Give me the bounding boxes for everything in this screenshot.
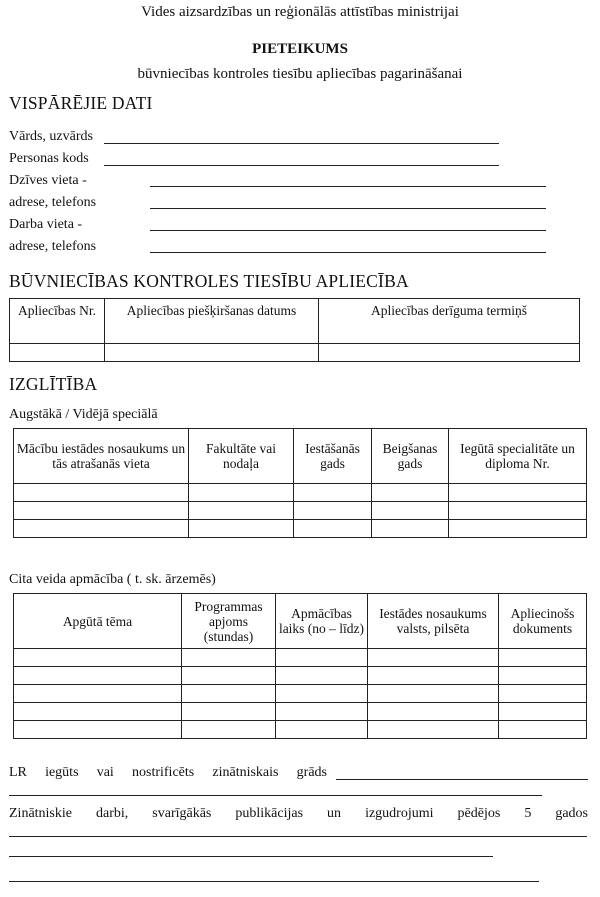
table-row <box>14 649 587 667</box>
scientific-works-label: Zinātniskie darbi, svarīgākās publikācijas un izgudrojumi pēdējos 5 gados <box>9 806 588 821</box>
table-cell[interactable] <box>14 685 182 703</box>
table-cell[interactable] <box>294 484 372 502</box>
table-cell[interactable] <box>449 520 587 538</box>
table-cell[interactable] <box>499 721 587 739</box>
education-heading: IZGLĪTĪBA <box>9 374 98 394</box>
table-cell[interactable] <box>372 484 449 502</box>
col-faculty: Fakultāte vai nodaļa <box>189 429 294 484</box>
table-row <box>10 344 580 362</box>
name-label: Vārds, uzvārds <box>9 129 93 144</box>
col-training-period: Apmācības laiks (no – līdz) <box>276 594 368 649</box>
personal-code-label: Personas kods <box>9 151 89 166</box>
table-cell[interactable] <box>372 502 449 520</box>
document-subtitle: būvniecības kontroles tiesību apliecības pagarināšanai <box>137 66 463 82</box>
other-training-label: Cita veida apmācība ( t. sk. ārzemēs) <box>9 572 216 587</box>
col-certifying-document: Apliecinošs dokuments <box>499 594 587 649</box>
scientific-works-field-line3[interactable] <box>9 881 539 882</box>
table-cell[interactable] <box>368 703 499 721</box>
general-data-heading: VISPĀRĒJIE DATI <box>9 93 153 113</box>
residence-label-line1: Dzīves vieta - <box>9 173 87 188</box>
table-cell[interactable] <box>368 667 499 685</box>
scientific-degree-field-line2[interactable] <box>9 795 542 796</box>
table-row <box>14 685 587 703</box>
residence-label-line2: adrese, telefons <box>9 195 97 210</box>
certificate-heading: BŪVNIECĪBAS KONTROLES TIESĪBU APLIECĪBA <box>9 271 409 291</box>
scientific-degree-field[interactable] <box>336 779 588 780</box>
table-cell[interactable] <box>499 703 587 721</box>
table-cell[interactable] <box>10 344 105 362</box>
table-cell[interactable] <box>14 703 182 721</box>
other-training-table <box>13 593 587 739</box>
work-field-line1[interactable] <box>150 230 546 231</box>
higher-education-table <box>13 428 587 538</box>
table-cell[interactable] <box>189 484 294 502</box>
table-cell[interactable] <box>14 502 189 520</box>
table-cell[interactable] <box>368 649 499 667</box>
table-cell[interactable] <box>499 685 587 703</box>
work-label-line1: Darba vieta - <box>9 217 83 232</box>
table-cell[interactable] <box>14 721 182 739</box>
table-cell[interactable] <box>182 667 276 685</box>
col-entry-year: Iestāšanās gads <box>294 429 372 484</box>
addressee: Vides aizsardzības un reģionālās attīstības ministrijai <box>141 4 459 20</box>
col-specialty-diploma: Iegūtā specialitāte un diploma Nr. <box>449 429 587 484</box>
col-graduation-year: Beigšanas gads <box>372 429 449 484</box>
col-validity-term: Apliecības derīguma termiņš <box>319 299 580 344</box>
scientific-degree-label: LR iegūts vai nostrificēts zinātniskais grāds <box>9 765 327 780</box>
certificate-table <box>9 298 580 362</box>
table-cell[interactable] <box>14 667 182 685</box>
table-cell[interactable] <box>449 502 587 520</box>
table-cell[interactable] <box>189 520 294 538</box>
table-cell[interactable] <box>294 502 372 520</box>
table-cell[interactable] <box>449 484 587 502</box>
table-row <box>14 502 587 520</box>
col-institution-location: Iestādes nosaukums valsts, pilsēta <box>368 594 499 649</box>
table-cell[interactable] <box>182 703 276 721</box>
table-cell[interactable] <box>276 721 368 739</box>
table-row <box>14 721 587 739</box>
table-cell[interactable] <box>14 520 189 538</box>
table-cell[interactable] <box>294 520 372 538</box>
col-topic: Apgūtā tēma <box>14 594 182 649</box>
table-row <box>14 667 587 685</box>
work-label-line2: adrese, telefons <box>9 239 97 254</box>
name-field[interactable] <box>104 143 499 144</box>
col-certificate-number: Apliecības Nr. <box>10 299 105 344</box>
table-row <box>14 484 587 502</box>
table-cell[interactable] <box>182 721 276 739</box>
table-cell[interactable] <box>276 649 368 667</box>
table-cell[interactable] <box>276 703 368 721</box>
work-field-line2[interactable] <box>150 252 546 253</box>
table-cell[interactable] <box>182 649 276 667</box>
table-cell[interactable] <box>182 685 276 703</box>
scientific-works-field-line1[interactable] <box>9 836 587 837</box>
scientific-works-field-line2[interactable] <box>9 856 493 857</box>
table-cell[interactable] <box>105 344 319 362</box>
table-row <box>14 703 587 721</box>
table-cell[interactable] <box>368 721 499 739</box>
col-issue-date: Apliecības piešķiršanas datums <box>105 299 319 344</box>
table-cell[interactable] <box>499 649 587 667</box>
table-cell[interactable] <box>499 667 587 685</box>
residence-field-line2[interactable] <box>150 208 546 209</box>
table-row <box>14 520 587 538</box>
document-title: PIETEIKUMS <box>252 41 348 57</box>
table-cell[interactable] <box>319 344 580 362</box>
personal-code-field[interactable] <box>104 165 499 166</box>
residence-field-line1[interactable] <box>150 186 546 187</box>
table-cell[interactable] <box>189 502 294 520</box>
col-institution: Mācību iestādes nosaukums un tās atrašanās vieta <box>14 429 189 484</box>
table-cell[interactable] <box>276 685 368 703</box>
col-program-hours: Programmas apjoms (stundas) <box>182 594 276 649</box>
table-cell[interactable] <box>14 484 189 502</box>
higher-education-label: Augstākā / Vidējā speciālā <box>9 407 158 422</box>
table-cell[interactable] <box>276 667 368 685</box>
table-cell[interactable] <box>372 520 449 538</box>
table-cell[interactable] <box>368 685 499 703</box>
table-cell[interactable] <box>14 649 182 667</box>
